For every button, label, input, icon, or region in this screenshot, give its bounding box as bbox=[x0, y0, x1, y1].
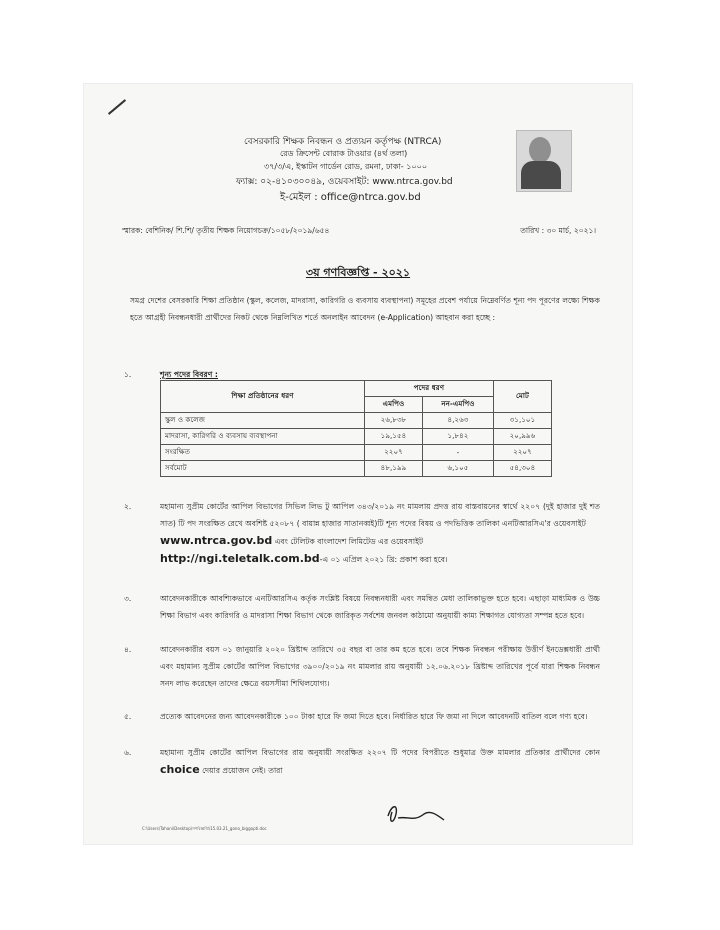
list-item-number: ১. bbox=[124, 370, 132, 379]
letterhead-building: রেড ক্রিসেন্ট বোরাক টাওয়ার (৪র্থ তলা) bbox=[280, 149, 408, 158]
list-item-number: ৬. bbox=[124, 748, 132, 757]
list-item-number: ৩. bbox=[124, 594, 132, 603]
list-item-text bbox=[160, 498, 600, 568]
table-cell-mpo: ২৬,৮৩৮ bbox=[364, 413, 422, 429]
list-item-body: মহামান্য সুপ্রীম কোর্টের আপিল বিভাগের সিভিল লিভ টু আপিল ৩৪৩/২০১৯ নং মামলায় প্রদত্ত রায় বাস্তবায়নের স্বার্থে ২২০৭ (দুই হাজার দুই শত সাত) টি পদ সংরক্ষিত রেখে অবশিষ্ট ৫২০৮৭ ( বায়ান্ন হাজার সাতানব্বই)টি শূন্য পদের বিষয় ও পদভিত্তিক তালিকা এনটিআরসিএ'র ওয়েবসাইট bbox=[160, 502, 600, 528]
table-cell-total: ৫৪,৩০৪ bbox=[493, 461, 551, 477]
letterhead-fax-web: ফ্যাক্স: ০২-৪১০৩০০৪৯, ওয়েবসাইট: www.ntrca.gov.bd bbox=[236, 177, 453, 187]
document-page bbox=[84, 84, 632, 844]
table-cell-nonmpo: ১,৮৪২ bbox=[423, 429, 494, 445]
list-item-number: ৫. bbox=[124, 712, 132, 721]
intro-paragraph: সমগ্র দেশের বেসরকারি শিক্ষা প্রতিষ্ঠান (স্কুল, কলেজ, মাদরাসা, কারিগরি ও ব্যবসায় ব্যবস্থাপনা) সমূহের প্রবেশ পর্যায়ে নিম্নেবর্ণিত শূন্য পদ পূরণের লক্ষ্যে শিক্ষক হতে আগ্রহী নিবন্ধনধারী প্রার্থীদের নিকট থেকে নিম্নলিখিত শর্তে অনলাইন আবেদন (e-Application) আহবান করা হচ্ছে : bbox=[130, 296, 600, 322]
table-header-nonmpo: নন-এমপিও bbox=[423, 397, 494, 413]
table-cell-nonmpo: - bbox=[423, 445, 494, 461]
table-row bbox=[161, 445, 552, 461]
memo-reference: স্মারক: বেশিনিক/ শি.শি/ তৃতীয় শিক্ষক নিয়োগচক্র/১০৫৮/২০১৯/৬৫৪ bbox=[122, 226, 330, 235]
table-cell-type: সর্বমোট bbox=[161, 461, 365, 477]
table-header-type: শিক্ষা প্রতিষ্ঠানের ধরণ bbox=[161, 381, 365, 413]
table-cell-nonmpo: ৬,১০৫ bbox=[423, 461, 494, 477]
table-row bbox=[161, 413, 552, 429]
table-cell-type: স্কুল ও কলেজ bbox=[161, 413, 365, 429]
table-header-post: পদের ধরণ bbox=[364, 381, 493, 397]
list-item-text: আবেদনকারীর বয়স ০১ জানুয়ারি ২০২০ খ্রিষ্টাব্দ তারিখে ৩৫ বছর বা তার কম হতে হবে। তবে শিক্ষক নিবন্ধন পরীক্ষায় উত্তীর্ণ ইনডেক্সধারী প্রার্থী এবং মহামান্য সুপ্রীম কোর্টের আপিল বিভাগের ৩৯০০/২০১৯ নং মামলার রায় অনুযায়ী ১২.০৬.২০১৮ খ্রিষ্টাব্দ তারিখের পূর্বে যারা শিক্ষক নিবন্ধন সনদ লাভ করেছেন তাদের ক্ষেত্রে বয়সসীমা শিথিলযোগ্য। bbox=[160, 645, 600, 688]
table-cell-type: সংরক্ষিত bbox=[161, 445, 365, 461]
table-cell-type: মাদরাসা, কারিগরি ও ব্যবসায় ব্যবস্থাপনা bbox=[161, 429, 365, 445]
table-header-mpo: এমপিও bbox=[364, 397, 422, 413]
website-teletalk: http://ngi.teletalk.com.bd bbox=[160, 552, 320, 565]
letterhead-address: ৩৭/৩/এ, ইস্কাটন গার্ডেন রোড, রমনা, ঢাকা- ১০০০ bbox=[264, 162, 428, 171]
list-item-body-tail: দেয়ার প্রয়োজন নেই। তারা bbox=[202, 766, 283, 775]
website-ntrca: www.ntrca.gov.bd bbox=[160, 534, 273, 547]
list-item-body-mid: এবং টেলিটক বাংলাদেশ লিমিটেড এর ওয়েবসাইট bbox=[274, 537, 424, 546]
portrait-image bbox=[516, 130, 572, 192]
table-cell-mpo: ৪৮,১৯৯ bbox=[364, 461, 422, 477]
list-item-text: আবেদনকারীকে আবশ্যিকভাবে এনটিআরসিএ কর্তৃক সংশ্লিষ্ট বিষয়ে নিবন্ধনধারী এবং সমন্বিত মেধা তালিকাভুক্ত হতে হবে। এছাড়া মাধ্যমিক ও উচ্চ শিক্ষা বিভাগ এবং কারিগরি ও মাদরাসা শিক্ষা বিভাগ থেকে জারিকৃত সর্বশেষ জনবল কাঠামো অনুযায়ী কাম্য শিক্ষাগত যোগ্যতা সম্পন্ন হতে হবে। bbox=[160, 594, 600, 620]
notice-title bbox=[84, 264, 632, 283]
list-item-body-tail: -এ ০১ এপ্রিল ২০২১ খ্রি: প্রকাশ করা হবে। bbox=[319, 555, 448, 564]
table-cell-total: ৩১,১০১ bbox=[493, 413, 551, 429]
table-cell-mpo: ১৯,১৫৪ bbox=[364, 429, 422, 445]
letterhead-email: ই-মেইল : office@ntrca.gov.bd bbox=[280, 192, 421, 203]
choice-word: choice bbox=[160, 763, 200, 776]
list-item-text: প্রত্যেক আবেদনের জন্য আবেদনকারীকে ১০০ টাকা হারে ফি জমা দিতে হবে। নির্ধারিত হারে ফি জমা না দিলে আবেদনটি বাতিল বলে গণ্য হবে। bbox=[160, 712, 588, 721]
file-path-footer: C:\Users\Tahani\Desktop\গণবিজ্ঞপ্তি\15.03.21_gono_biggopti.doc bbox=[142, 826, 267, 831]
table-cell-mpo: ২২০৭ bbox=[364, 445, 422, 461]
list-item-text: শূন্য পদের বিবরণ : bbox=[160, 370, 218, 379]
table-cell-total: ২২০৭ bbox=[493, 445, 551, 461]
list-item-number: ৪. bbox=[124, 645, 132, 654]
portrait-body bbox=[521, 161, 561, 189]
memo-date: তারিখ : ৩০ মার্চ, ২০২১। bbox=[520, 226, 596, 235]
table-header-total: মোট bbox=[493, 381, 551, 413]
table-cell-nonmpo: ৪,২৬৩ bbox=[423, 413, 494, 429]
list-item-text bbox=[160, 744, 600, 779]
list-item-number: ২. bbox=[124, 502, 132, 511]
table-row bbox=[161, 461, 552, 477]
vacancy-table bbox=[160, 380, 552, 477]
table-cell-total: ২০,৯৯৬ bbox=[493, 429, 551, 445]
list-item-body: মহামান্য সুপ্রীম কোর্টের আপিল বিভাগের রায় অনুযায়ী সংরক্ষিত ২২০৭ টি পদের বিপরীতে শুধুমাত্র উক্ত মামলার প্রতিকার প্রার্থীদের কোন bbox=[160, 748, 600, 757]
notice-title-text: ৩য় গণবিজ্ঞপ্তি - ২০২১ bbox=[305, 266, 411, 279]
letterhead-org-name: বেসরকারি শিক্ষক নিবন্ধন ও প্রত্যয়ন কর্তৃপক্ষ (NTRCA) bbox=[244, 137, 442, 147]
portrait-face bbox=[529, 137, 551, 163]
pen-mark bbox=[108, 99, 126, 115]
table-row bbox=[161, 429, 552, 445]
signature bbox=[384, 798, 448, 828]
